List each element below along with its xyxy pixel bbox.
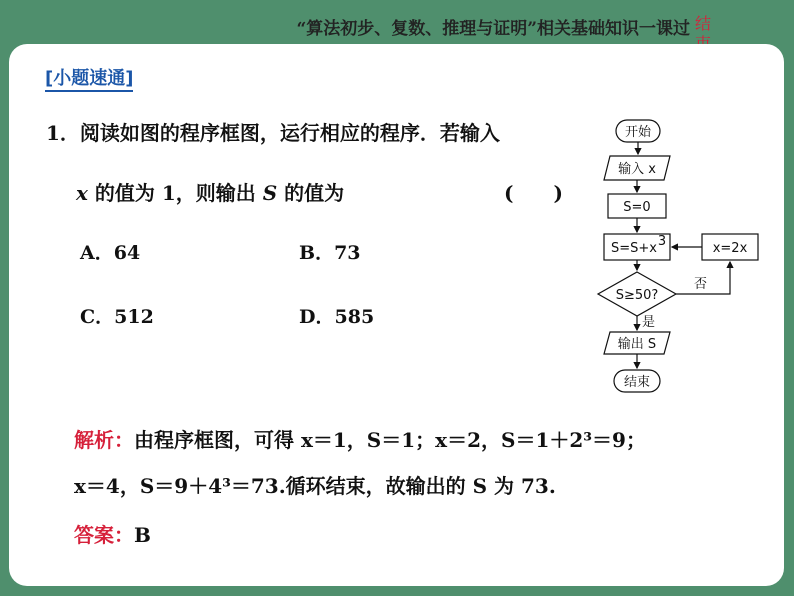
flow-update-exponent: 3 <box>657 234 667 249</box>
option-c: C．512 <box>80 306 154 328</box>
solution-text-1: 由程序框图，可得 x＝1，S＝1；x＝2，S＝1＋2³＝9； <box>134 428 646 452</box>
question-text-1: ．阅读如图的程序框图，运行相应的程序．若输入 <box>59 121 500 145</box>
option-a-letter: A <box>80 242 95 264</box>
flow-init-label: S=0 <box>623 200 651 215</box>
solution-label: 解析： <box>74 428 134 452</box>
question-text-2a: 的值为 1，则输出 <box>87 181 263 205</box>
option-d-letter: D <box>299 306 316 328</box>
question-line-1 <box>46 117 500 146</box>
option-c-value: 512 <box>114 306 154 328</box>
flow-input-label: 输入 x <box>618 162 656 177</box>
flow-update-label: S=S+x <box>611 241 657 256</box>
flow-output-label: 输出 S <box>617 337 657 352</box>
question-line-2 <box>76 177 344 206</box>
option-b: B．73 <box>299 242 361 264</box>
option-a: A．64 <box>80 242 141 264</box>
answer-value: B <box>134 523 151 547</box>
answer-line <box>74 519 151 548</box>
solution-line-2: x＝4，S＝9＋4³＝73.循环结束，故输出的 S 为 73. <box>74 474 556 498</box>
flow-start-label: 开始 <box>624 125 652 140</box>
solution-line-1 <box>74 424 646 453</box>
flow-no-label: 否 <box>694 277 708 292</box>
flow-double-label: x=2x <box>712 241 748 256</box>
question-text-2b: 的值为 <box>277 181 345 205</box>
flow-condition-label: S≥50? <box>615 288 659 303</box>
flowchart <box>590 112 770 402</box>
flow-end-label: 结束 <box>623 375 651 390</box>
flow-yes-label: 是 <box>642 315 656 330</box>
option-a-value: 64 <box>113 242 141 264</box>
question-var-x: x <box>76 181 88 205</box>
option-c-letter: C <box>80 306 96 328</box>
option-d-value: 585 <box>334 306 375 328</box>
answer-blank: ( ) <box>504 181 563 205</box>
answer-label: 答案： <box>74 523 134 547</box>
option-b-value: 73 <box>334 242 361 264</box>
question-number: 1 <box>46 121 60 145</box>
question-var-s: S <box>262 181 278 205</box>
end-link[interactable]: 结 <box>694 14 711 33</box>
header-title: “算法初步、复数、推理与证明”相关基础知识一课过 <box>296 19 690 39</box>
section-tag <box>45 64 133 92</box>
section-tag-label: [小题速通] <box>45 64 133 92</box>
option-b-letter: B <box>299 242 316 264</box>
option-d: D．585 <box>299 306 375 328</box>
